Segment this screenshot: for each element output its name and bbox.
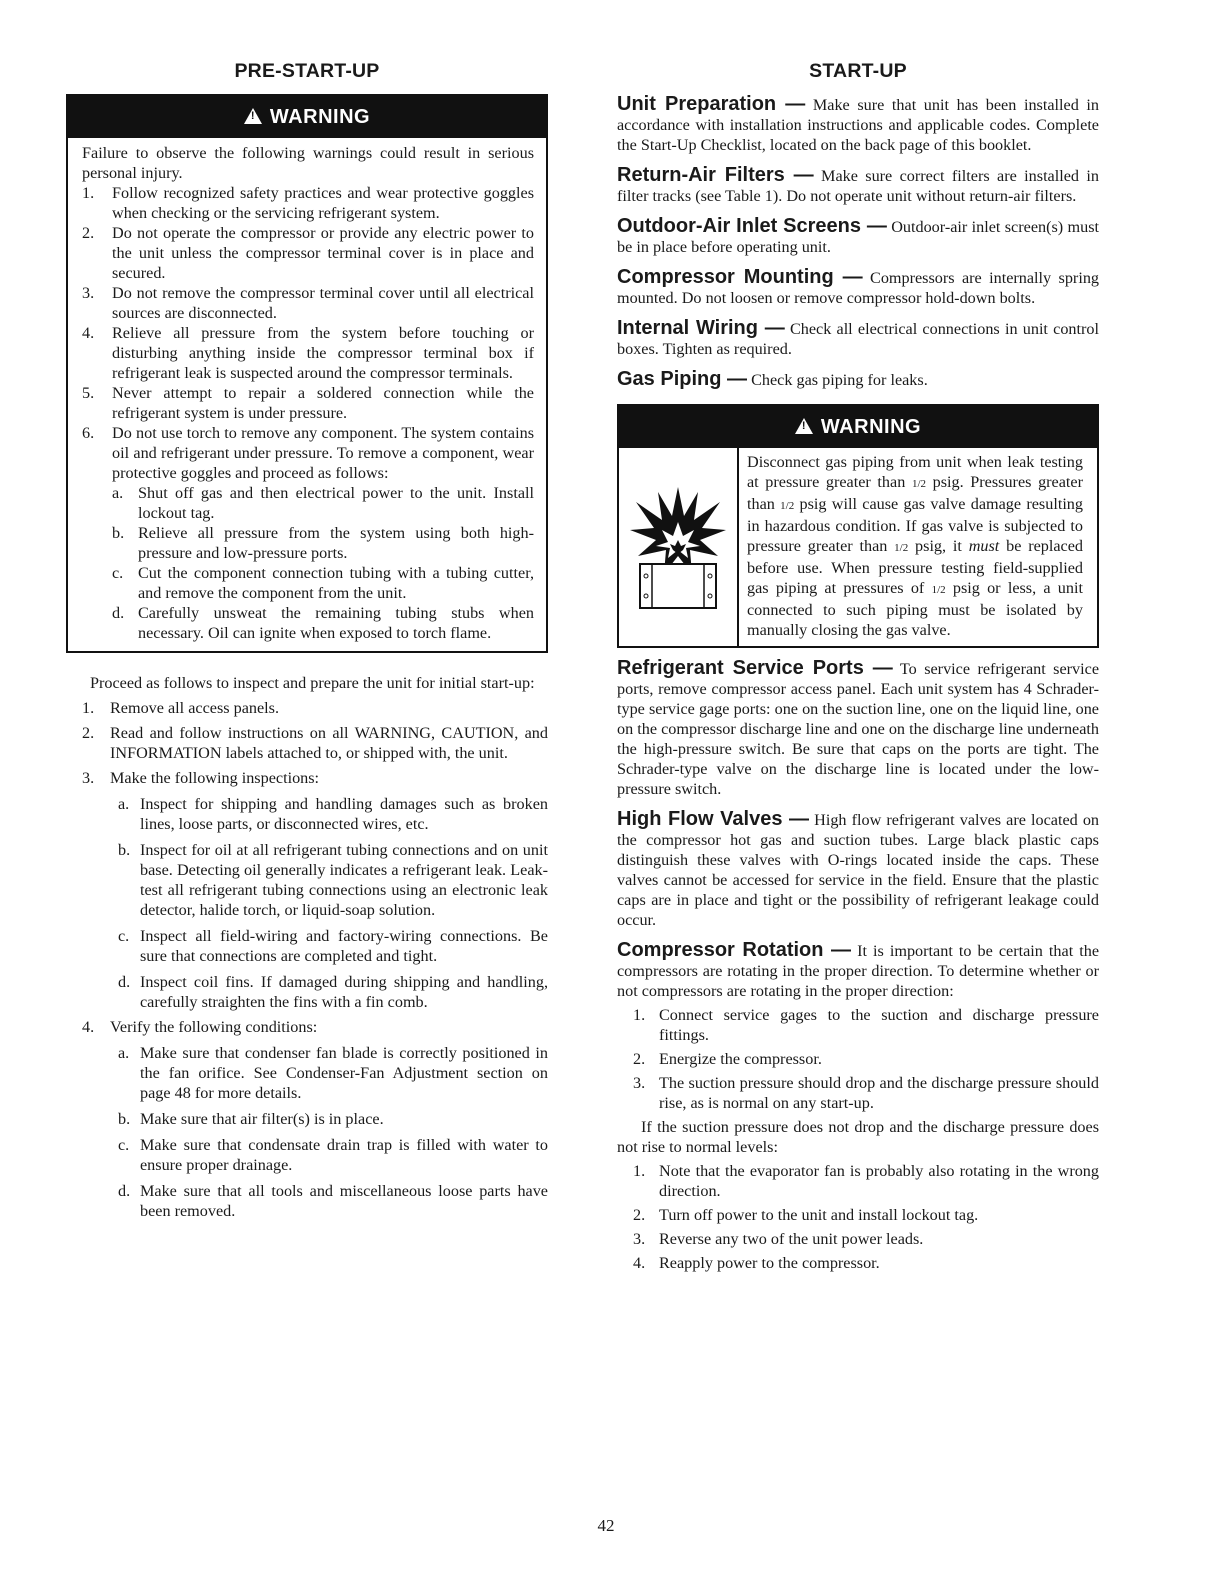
rotation-check-list <box>617 1005 1099 1113</box>
item-letter: b. <box>118 1110 131 1128</box>
item-number: 6. <box>82 424 95 442</box>
item-text: The suction pressure should drop and the discharge pressure should rise, as is normal on any start-up. <box>659 1074 1099 1112</box>
item-number: 2. <box>633 1050 646 1068</box>
warning-text-part: be replaced before use. When pressure testing field-supplied gas piping at pressures of <box>747 537 1084 597</box>
item-number: 1. <box>633 1162 646 1180</box>
item-text: Reapply power to the compressor. <box>659 1254 880 1272</box>
left-column <box>66 60 548 1221</box>
fraction: 1/2 <box>931 584 946 596</box>
item-text: Cut the component connection tubing with a tubing cutter, and remove the component from the unit. <box>138 564 534 602</box>
item-text: Turn off power to the unit and install lockout tag. <box>659 1206 979 1224</box>
fraction: 1/2 <box>780 500 795 512</box>
item-number: 1. <box>82 699 95 717</box>
warning-box-gas <box>617 404 1099 648</box>
item-number: 4. <box>82 1018 95 1036</box>
item-letter: d. <box>112 604 125 622</box>
rotation-fix-list <box>617 1161 1099 1273</box>
section-text: It is important to be certain that the compressors are rotating in the proper direction. To determine whether or not compressors are rotating in the proper direction: <box>617 942 1100 1000</box>
section-title: Refrigerant Service Ports — <box>617 657 893 679</box>
list-item <box>617 1229 1099 1249</box>
list-item <box>66 723 548 763</box>
section-return-air-filters <box>617 165 1099 206</box>
item-text: Carefully unsweat the remaining tubing stubs when necessary. Oil can ignite when exposed to torch flame. <box>138 604 534 642</box>
section-compressor-rotation <box>617 940 1099 1273</box>
list-item <box>66 1017 548 1037</box>
emphasis-must: must <box>968 537 1000 555</box>
list-item <box>96 1109 548 1129</box>
section-internal-wiring <box>617 318 1099 359</box>
list-item <box>82 383 534 423</box>
section-title: Unit Preparation — <box>617 93 806 115</box>
right-column <box>617 60 1099 1273</box>
warning-text-part: psig or less, a unit connected to such piping must be isolated by manually closing the gas valve. <box>747 579 1083 639</box>
list-item <box>617 1005 1099 1045</box>
item-text: Inspect for oil at all refrigerant tubing connections and on unit base. Detecting oil generally indicates a refrigerant leak. Leak-test all refrigerant tubing connections using an electronic leak detector, halide torch, or liquid-soap solution. <box>140 841 548 919</box>
list-item <box>112 563 534 603</box>
item-text: Connect service gages to the suction and discharge pressure fittings. <box>659 1006 1099 1044</box>
list-item <box>112 603 534 643</box>
section-title: Gas Piping — <box>617 368 748 390</box>
section-refrigerant-service-ports <box>617 658 1099 799</box>
item-letter: c. <box>112 564 124 582</box>
warning-text-part: psig, it <box>908 537 969 555</box>
item-text: Do not operate the compressor or provide any electric power to the unit unless the compressor terminal cover is in place and secured. <box>112 224 534 282</box>
item-text: Do not use torch to remove any component. The system contains oil and refrigerant under pressure. To remove a component, wear protective goggles and proceed as follows: <box>112 424 534 482</box>
item-letter: c. <box>118 927 130 945</box>
section-title: Compressor Rotation — <box>617 939 852 961</box>
item-letter: a. <box>112 484 124 502</box>
section-text: Outdoor-air inlet screen(s) must be in place before operating unit. <box>617 218 1100 256</box>
section-text: To service refrigerant service ports, remove compressor access panel. Each unit system has 4 Schrader-type service gage ports: one on the suction line, one on the liquid line, one on the compressor discharge line and one on the discharge line underneath the high-pressure switch. Be sure that caps on the ports are tight. The Schrader-type valve on the discharge line is located under the low-pressure switch. <box>617 660 1100 798</box>
item-number: 4. <box>82 324 95 342</box>
warning-title: WARNING <box>820 416 922 438</box>
section-text: Compressors are internally spring mounted. Do not loosen or remove compressor hold-down bolts. <box>617 269 1100 307</box>
section-text: Check gas piping for leaks. <box>751 371 928 389</box>
warning-triangle-icon <box>795 418 813 434</box>
procedure-list <box>66 698 548 788</box>
item-text: Make sure that air filter(s) is in place. <box>140 1110 384 1128</box>
list-item <box>96 1181 548 1221</box>
item-text: Make sure that condenser fan blade is correctly positioned in the fan orifice. See Condenser-Fan Adjustment section on page 48 for more details. <box>140 1044 548 1102</box>
item-text: Do not remove the compressor terminal cover until all electrical sources are disconnected. <box>112 284 534 322</box>
list-item <box>617 1205 1099 1225</box>
inspection-list <box>66 794 548 1012</box>
item-number: 3. <box>633 1230 646 1248</box>
item-text: Relieve all pressure from the system using both high-pressure and low-pressure ports. <box>138 524 534 562</box>
list-item <box>82 323 534 383</box>
item-letter: a. <box>118 1044 130 1062</box>
list-item <box>82 423 534 643</box>
warning-triangle-icon <box>244 108 262 124</box>
list-item <box>96 840 548 920</box>
verify-list <box>66 1043 548 1221</box>
item-text: Make sure that condensate drain trap is filled with water to ensure proper drainage. <box>140 1136 548 1174</box>
list-item <box>96 1135 548 1175</box>
warning-sublist <box>112 483 534 643</box>
warning-title: WARNING <box>269 106 371 128</box>
section-text: High flow refrigerant valves are located on the compressor hot gas and suction tubes. Large black plastic caps distinguish these valves with O-rings located inside the caps. These valves cannot be accessed for service in the field. Ensure that the plastic caps are in place and tight or the possibility of refrigerant leakage could occur. <box>617 811 1100 929</box>
item-number: 3. <box>82 769 95 787</box>
explosion-symbol <box>628 482 728 612</box>
list-item <box>96 794 548 834</box>
section-outdoor-air-inlet-screens <box>617 216 1099 257</box>
pre-start-up-procedure <box>66 673 548 1221</box>
item-text: Inspect coil fins. If damaged during shipping and handling, carefully straighten the fins with a fin comb. <box>140 973 548 1011</box>
section-compressor-mounting <box>617 267 1099 308</box>
list-item <box>617 1049 1099 1069</box>
item-number: 1. <box>633 1006 646 1024</box>
item-text: Shut off gas and then electrical power to the unit. Install lockout tag. <box>138 484 534 522</box>
item-letter: c. <box>118 1136 130 1154</box>
section-title: Internal Wiring — <box>617 317 785 339</box>
warning-list <box>82 183 534 643</box>
section-text: Check all electrical connections in unit control boxes. Tighten as required. <box>617 320 1099 358</box>
list-item <box>66 768 548 788</box>
item-text: Never attempt to repair a soldered connection while the refrigerant system is under pressure. <box>112 384 534 422</box>
item-text: Make sure that all tools and miscellaneous loose parts have been removed. <box>140 1182 548 1220</box>
section-title: Outdoor-Air Inlet Screens — <box>617 215 887 237</box>
section-title: Compressor Mounting — <box>617 266 863 288</box>
list-item <box>82 183 534 223</box>
procedure-list-continued <box>66 1017 548 1037</box>
item-text: Read and follow instructions on all WARNING, CAUTION, and INFORMATION labels attached to, or shipped with, the unit. <box>110 724 548 762</box>
item-letter: a. <box>118 795 130 813</box>
item-letter: b. <box>118 841 131 859</box>
list-item <box>112 523 534 563</box>
item-text: Remove all access panels. <box>110 699 280 717</box>
section-high-flow-valves <box>617 809 1099 930</box>
list-item <box>112 483 534 523</box>
pre-start-up-heading: PRE-START-UP <box>234 60 380 82</box>
item-text: Reverse any two of the unit power leads. <box>659 1230 924 1248</box>
item-letter: b. <box>112 524 125 542</box>
warning-header <box>619 406 1097 448</box>
section-text: Make sure that unit has been installed in accordance with installation instructions and applicable codes. Complete the Start-Up Checklist, located on the back page of this booklet. <box>617 96 1099 154</box>
fraction: 1/2 <box>911 478 926 490</box>
item-number: 2. <box>82 224 95 242</box>
item-number: 3. <box>82 284 95 302</box>
item-text: Make the following inspections: <box>110 769 320 787</box>
item-number: 3. <box>633 1074 646 1092</box>
warning-text-part: psig will cause gas valve damage resulting in hazardous condition. If gas valve is subjected to pressure greater than <box>747 495 1083 555</box>
item-number: 2. <box>82 724 95 742</box>
start-up-heading: START-UP <box>809 60 907 82</box>
warning-text-part: psig. Pressures greater than <box>747 473 1083 513</box>
warning-text <box>739 448 1097 646</box>
warning-body <box>68 138 546 651</box>
list-item <box>96 972 548 1012</box>
list-item <box>82 223 534 283</box>
item-text: Follow recognized safety practices and wear protective goggles when checking or the servicing refrigerant system. <box>112 184 534 222</box>
explosion-hazard-icon <box>619 448 739 646</box>
item-text: Verify the following conditions: <box>110 1018 318 1036</box>
section-title: Return-Air Filters — <box>617 164 814 186</box>
section-gas-piping <box>617 369 1099 390</box>
list-item <box>82 283 534 323</box>
rotation-if-not: If the suction pressure does not drop and the discharge pressure does not rise to normal levels: <box>617 1118 1099 1156</box>
item-number: 5. <box>82 384 95 402</box>
section-unit-preparation <box>617 94 1099 155</box>
warning-text-part: Disconnect gas piping from unit when leak testing at pressure greater than <box>747 453 1083 491</box>
item-number: 4. <box>633 1254 646 1272</box>
item-text: Relieve all pressure from the system before touching or disturbing anything inside the compressor terminal box if refrigerant leak is suspected around the compressor terminals. <box>112 324 534 382</box>
list-item <box>96 926 548 966</box>
item-text: Inspect for shipping and handling damages such as broken lines, loose parts, or disconnected wires, etc. <box>140 795 548 833</box>
warning-header <box>68 96 546 138</box>
item-letter: d. <box>118 1182 131 1200</box>
fraction: 1/2 <box>894 542 909 554</box>
item-text: Note that the evaporator fan is probably also rotating in the wrong direction. <box>659 1162 1099 1200</box>
warning-intro: Failure to observe the following warnings could result in serious personal injury. <box>82 144 534 182</box>
item-text: Energize the compressor. <box>659 1050 822 1068</box>
item-number: 2. <box>633 1206 646 1224</box>
page-number: 42 <box>597 1516 615 1535</box>
warning-body <box>619 448 1097 646</box>
list-item <box>96 1043 548 1103</box>
warning-box-safety <box>66 94 548 653</box>
list-item <box>617 1253 1099 1273</box>
list-item <box>617 1161 1099 1201</box>
section-title: High Flow Valves — <box>617 808 810 830</box>
list-item <box>617 1073 1099 1113</box>
item-text: Inspect all field-wiring and factory-wiring connections. Be sure that connections are completed and tight. <box>140 927 548 965</box>
item-number: 1. <box>82 184 95 202</box>
item-letter: d. <box>118 973 131 991</box>
procedure-intro: Proceed as follows to inspect and prepare the unit for initial start-up: <box>90 674 535 692</box>
list-item <box>66 698 548 718</box>
section-text: Make sure correct filters are installed in filter tracks (see Table 1). Do not operate unit without return-air filters. <box>617 167 1099 205</box>
